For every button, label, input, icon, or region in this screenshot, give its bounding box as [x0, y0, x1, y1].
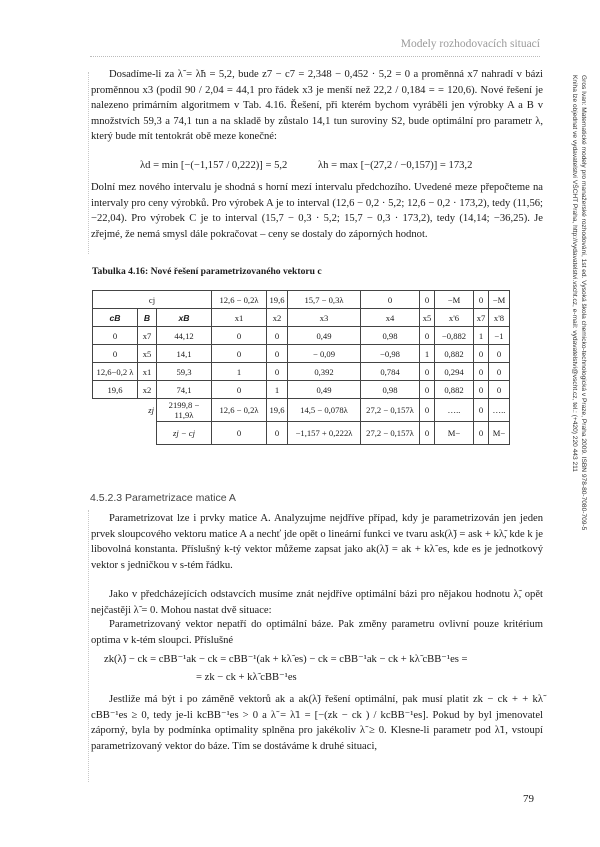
formula-zk-2: = zk − ck + kλ̃ cBB⁻¹es: [196, 672, 297, 683]
running-title: Modely rozhodovacích situací: [400, 38, 540, 50]
paragraph-5: Parametrizovaný vektor nepatří do optimální báze. Pak změny parametru ovlivní pouze kritérium optima v k-tém sloupci. Příslušné: [91, 619, 543, 646]
cell: 27,2 − 0,157λ: [361, 399, 420, 422]
cell: 0: [474, 345, 489, 363]
cell: 19,6: [267, 291, 288, 309]
cell: 0,98: [361, 327, 420, 345]
header-cell: x7: [474, 309, 489, 327]
table-row: [93, 327, 510, 345]
cell: 0: [489, 381, 510, 399]
cell: 0: [474, 422, 489, 445]
header-rule: [90, 56, 540, 57]
header-cell: B: [138, 309, 157, 327]
cell: 1: [212, 363, 267, 381]
cell: 0: [474, 363, 489, 381]
margin-dots-1: [88, 72, 89, 254]
cell: 0: [474, 291, 489, 309]
cell: 0: [212, 381, 267, 399]
cell: 0,49: [288, 327, 361, 345]
formula-lambda-h: λh = max [−(27,2 / −0,157)] = 173,2: [318, 160, 473, 171]
table-row: [93, 422, 510, 445]
cell: 1: [420, 345, 435, 363]
paragraph-1: Dosadíme-li za λ̃ = λ̃h = 5,2, bude z7 − c7 = 2,348 − 0,452 · 5,2 = 0 a proměnná x7 nahradí v bázi proměnnou x3 (podíl 90 / 2,04 = 44,1 pro řádek x3 je menší než 22,2 / 0,184 = = 120,6). Nové řešení je nalezeno primárním algoritmem v Tab. 4.16. Řešení, při kterém bychom vyráběli jen výrobky A a B v množstvích 59,3 a 74,1 tun a na skladě by zůstalo 14,1 tun suroviny S2, bude optimální pro parametr λ, který bude mít tentokrát obě meze konečné:: [91, 69, 543, 142]
table-caption: Tabulka 4.16: Nové řešení parametrizovaného vektoru c: [92, 266, 322, 277]
cell: 1: [267, 381, 288, 399]
paragraph-2: Dolní mez nového intervalu je shodná s horní mezí intervalu předchozího. Uvedené meze přepočteme na intervaly pro ceny výrobků. Pro výrobek A je to interval (12,6 − 0,2 · 5,2; 12,6 − 0,2 · 173,2), tedy (11,56; −22,04). Pro výrobek C je to interval (15,7 − 0,3 · 5,2; 15,7 − 0,3 · 173,2), tedy (14,14; −36,25). Je zřejmé, že nemá smysl dále pokračovat – ceny se dostaly do záporných hodnot.: [91, 182, 543, 240]
cell: 0,98: [361, 381, 420, 399]
side-note-line-1: Gros Ivan: Matematické modely pro manažerské rozhodování, 1st ed. Vysoká škola chemicko-technologická v Praze, Praha 2009. ISBN 978-80-7080-709-5: [580, 75, 587, 531]
header-cell: x1: [212, 309, 267, 327]
table-row: [93, 345, 510, 363]
cell: 0: [489, 345, 510, 363]
formula-zk-1: zk(λ̃) − ck = cBB⁻¹ak − ck = cBB⁻¹(ak + kλ̃ es) − ck = cBB⁻¹ak − ck + kλ̃ cBB⁻¹es =: [104, 654, 468, 665]
header-cell: xB: [157, 309, 212, 327]
paragraph-6: Jestliže má být i po záměně vektorů ak a ak(λ̃) řešení optimální, pak musí platit zk − ck + + kλ̃ cBB⁻¹es ≥ 0, tedy je-li kcBB⁻¹es > 0 a λ̃ = λ̃1 = [−(zk − ck ) / kcBB⁻¹es]. Pokud by byl jmenovatel záporný, byla by podmínka optimality splněna pro jakékoliv λ̃ ≥ 0. Klesne-li parametr pod λ̃1, vstoupí parametrizovaný vektor do báze. Tím se dostáváme k druhé situaci,: [91, 694, 543, 752]
cell: −0,882: [435, 327, 474, 345]
cell: 0: [267, 345, 288, 363]
header-cell: x'8: [489, 309, 510, 327]
paragraph-3: Parametrizovat lze i prvky matice A. Analyzujme nejdříve případ, kdy je parametrizován jen jeden prvek sloupcového vektoru matice A a nechť jde opět o lineární funkci ve tvaru ask(λ̃) = ask + kλ̃, kde k je libovolná konstanta. Příslušný k-tý vektor můžeme zapsat jako ak(λ̃) = ak + kλ̃ es, kde es je jednotkový vektor s jedničkou v s-tém řádku.: [91, 513, 543, 571]
cell: 0,882: [435, 381, 474, 399]
cell: 0,49: [288, 381, 361, 399]
cell: −M: [435, 291, 474, 309]
cell: 0: [420, 381, 435, 399]
cell: x7: [138, 327, 157, 345]
cell: 1: [474, 327, 489, 345]
cell: x2: [138, 381, 157, 399]
table-row: [93, 291, 510, 309]
cell: 0: [212, 422, 267, 445]
cell: 0: [420, 291, 435, 309]
header-cell: x3: [288, 309, 361, 327]
cell: 12,6 − 0,2λ: [212, 399, 267, 422]
formula-lambda-d: λd = min [−(−1,157 / 0,222)] = 5,2: [140, 160, 288, 171]
header-cell: cB: [93, 309, 138, 327]
cell: …..: [489, 399, 510, 422]
cell: x5: [138, 345, 157, 363]
table-row: [93, 381, 510, 399]
cell: 27,2 − 0,157λ: [361, 422, 420, 445]
cell: M−: [489, 422, 510, 445]
cell: 0: [267, 363, 288, 381]
cell: 0,294: [435, 363, 474, 381]
cell: 12,6−0,2 λ: [93, 363, 138, 381]
section-heading: 4.5.2.3 Parametrizace matice A: [90, 492, 236, 504]
cell-zj: zj: [93, 399, 157, 422]
cell: 12,6 − 0,2λ: [212, 291, 267, 309]
header-cell: x4: [361, 309, 420, 327]
table-row: [93, 399, 510, 422]
paragraph-4: Jako v předcházejících odstavcích musíme znát nejdříve optimální bázi pro nějakou hodnotu λ̃, opět nejčastěji λ̃ = 0. Mohou nastat dvě situace:: [91, 589, 543, 616]
cell: 0: [267, 422, 288, 445]
cell: 19,6: [93, 381, 138, 399]
cell: 0: [420, 422, 435, 445]
cell: 0: [489, 363, 510, 381]
cell: 14,5 − 0,078λ: [288, 399, 361, 422]
cell: −M: [489, 291, 510, 309]
cell: 0,784: [361, 363, 420, 381]
cell: 15,7 − 0,3λ: [288, 291, 361, 309]
cell: 0: [212, 327, 267, 345]
header-cell: x'6: [435, 309, 474, 327]
cell-cj: cj: [93, 291, 212, 309]
table-row: [93, 309, 510, 327]
cell: 0: [361, 291, 420, 309]
header-cell: x5: [420, 309, 435, 327]
cell: 59,3: [157, 363, 212, 381]
cell: 19,6: [267, 399, 288, 422]
cell: 0: [212, 345, 267, 363]
cell-zj-cj: zj − cj: [157, 422, 212, 445]
cell: −1: [489, 327, 510, 345]
cell: −0,98: [361, 345, 420, 363]
table-row: [93, 363, 510, 381]
cell: 0: [474, 399, 489, 422]
cell: 0: [420, 399, 435, 422]
cell: 2199,8 − 11,9λ: [157, 399, 212, 422]
margin-dots-2: [88, 510, 89, 782]
cell: x1: [138, 363, 157, 381]
cell: 14,1: [157, 345, 212, 363]
cell: − 0,09: [288, 345, 361, 363]
cell: −1,157 + 0,222λ: [288, 422, 361, 445]
cell: 74,1: [157, 381, 212, 399]
simplex-table: [92, 290, 510, 445]
header-cell: x2: [267, 309, 288, 327]
cell: 0: [93, 345, 138, 363]
cell: 0: [93, 327, 138, 345]
cell: 0: [420, 363, 435, 381]
cell: 0: [267, 327, 288, 345]
cell: 0: [474, 381, 489, 399]
cell: 0,882: [435, 345, 474, 363]
cell: 44,12: [157, 327, 212, 345]
cell: …..: [435, 399, 474, 422]
cell: M−: [435, 422, 474, 445]
cell: 0: [420, 327, 435, 345]
cell: 0,392: [288, 363, 361, 381]
side-note-line-2: Kniha lze objednat ve vydavatelství VŠCHT Praha, http://vydavatelstvi.vscht.cz, e-mail: vydavatelstvi@vscht.cz, tel.: (+420) 220 443 211: [571, 75, 578, 472]
page-number: 79: [523, 793, 534, 805]
